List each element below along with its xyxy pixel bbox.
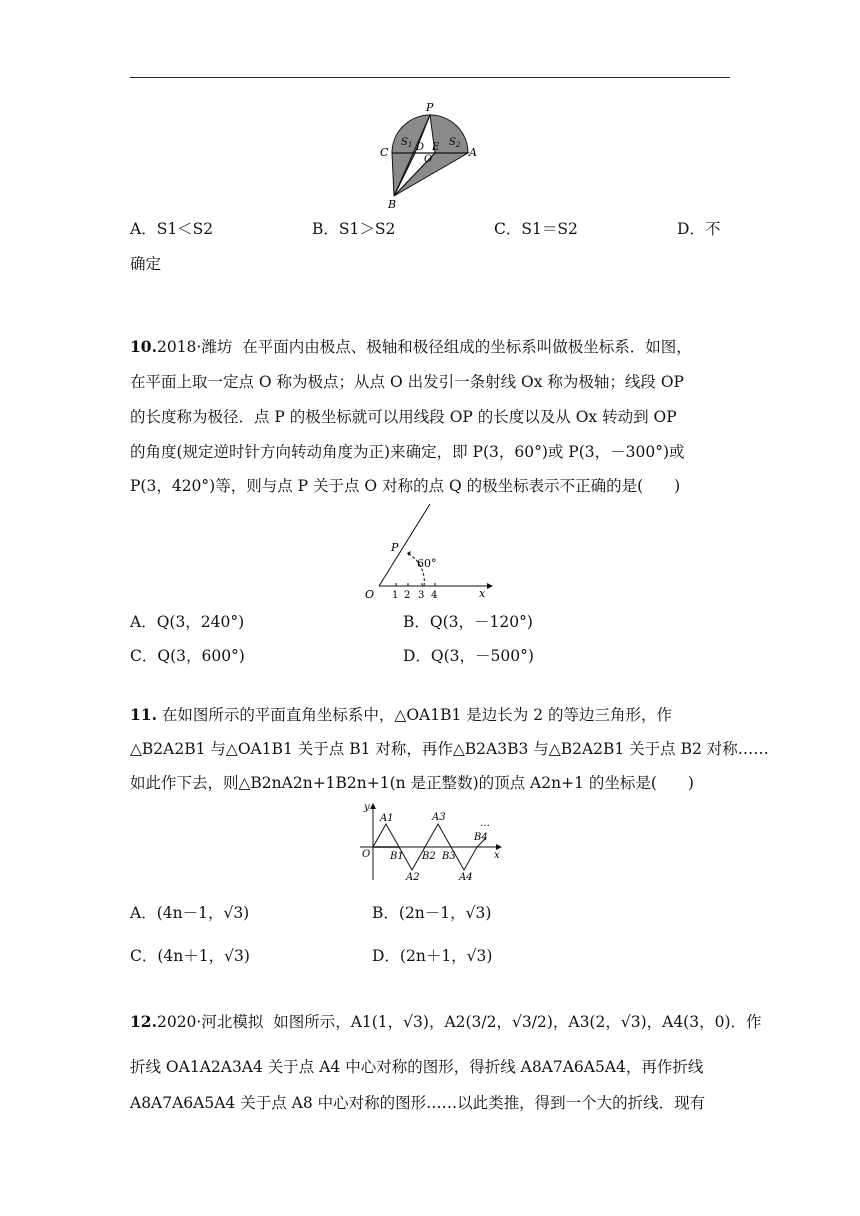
q10-option-d: D．Q(3，－500°) — [403, 647, 534, 665]
header-rule — [130, 77, 730, 78]
svg-text:P: P — [426, 101, 434, 114]
svg-text:1: 1 — [392, 590, 399, 601]
q12-line-3: A8A7A6A5A4 关于点 A8 中心对称的图形……以此类推，得到一个大的折线．现有 — [130, 1094, 706, 1112]
svg-text:B1: B1 — [390, 851, 404, 862]
q12-number: 12. — [130, 1012, 157, 1031]
q11-option-b: B．(2n－1，√3) — [372, 904, 492, 922]
q11-option-c: C．(4n＋1，√3) — [130, 947, 250, 965]
svg-text:x: x — [494, 850, 500, 861]
svg-text:C: C — [380, 146, 389, 159]
q11-option-d: D．(2n＋1，√3) — [372, 947, 493, 965]
q11-figure — [358, 800, 506, 882]
q9-option-b: B．S1＞S2 — [312, 220, 396, 238]
svg-text:S2: $S_2$ — [449, 137, 461, 149]
q9-figure — [375, 100, 485, 210]
q12-line-1: 12.2020·河北模拟 如图所示，A1(1，√3)，A2(3/2，√3/2)，A3(2，√3)，A4(3，0)．作 — [130, 1012, 762, 1031]
q10-figure — [362, 498, 497, 604]
svg-text:O: O — [365, 588, 375, 601]
svg-text:…: … — [480, 818, 490, 829]
q10-angle-label: 60° — [417, 557, 437, 570]
q10-option-c: C．Q(3，600°) — [130, 647, 245, 665]
q11-option-a: A．(4n－1，√3) — [130, 904, 250, 922]
q12-source: 2020·河北模拟 — [156, 1013, 264, 1031]
svg-text:A2: A2 — [406, 872, 420, 882]
svg-text:4: 4 — [431, 590, 438, 601]
svg-text:A: A — [469, 146, 477, 159]
svg-text:A3: A3 — [432, 812, 446, 823]
q10-source: 2018·潍坊 — [156, 338, 233, 356]
svg-text:A1: A1 — [380, 813, 394, 824]
svg-text:B2: B2 — [422, 851, 436, 862]
q11-line-1: 11. 在如图所示的平面直角坐标系中，△OA1B1 是边长为 2 的等边三角形，作 — [130, 705, 672, 724]
q11-number: 11. — [130, 705, 157, 724]
svg-text:B3: B3 — [442, 851, 456, 862]
svg-text:P: P — [391, 541, 399, 554]
svg-text:A4: A4 — [459, 872, 473, 882]
svg-text:y: y — [364, 802, 370, 813]
svg-text:S1: $S_1$ — [401, 137, 413, 149]
svg-text:x: x — [479, 587, 486, 600]
svg-text:3: 3 — [418, 590, 425, 601]
q10-option-a: A．Q(3，240°) — [130, 613, 245, 631]
q12-line-2: 折线 OA1A2A3A4 关于点 A4 中心对称的图形，得折线 A8A7A6A5A4，再作折线 — [130, 1058, 704, 1076]
q9-option-d: D．不 — [677, 220, 721, 238]
q11-line-3: 如此作下去，则△B2nA2n+1B2n+1(n 是正整数)的顶点 A2n+1 的坐标是( ) — [130, 774, 694, 792]
svg-text:E: E — [432, 142, 440, 153]
q9-option-d-cont: 确定 — [130, 255, 162, 273]
svg-text:B4: B4 — [474, 832, 488, 843]
q10-line-2: 在平面上取一定点 O 称为极点；从点 O 出发引一条射线 Ox 称为极轴；线段 OP — [130, 373, 684, 391]
q10-option-b: B．Q(3，－120°) — [403, 613, 533, 631]
svg-text:O: O — [362, 849, 371, 860]
svg-text:2: 2 — [404, 590, 411, 601]
svg-text:O: O — [424, 154, 433, 165]
svg-text:B: B — [388, 198, 397, 210]
q10-number: 10. — [130, 337, 157, 356]
q9-option-a: A．S1＜S2 — [130, 220, 214, 238]
q10-line-3: 的长度称为极径．点 P 的极坐标就可以用线段 OP 的长度以及从 Ox 转动到 OP — [130, 408, 677, 426]
q9-option-c: C．S1＝S2 — [494, 220, 578, 238]
q10-line-1: 10.2018·潍坊 在平面内由极点、极轴和极径组成的坐标系叫做极坐标系．如图， — [130, 337, 692, 356]
q10-line-5: P(3，420°)等，则与点 P 关于点 O 对称的点 Q 的极坐标表示不正确的是( ) — [130, 477, 681, 495]
q10-line-4: 的角度(规定逆时针方向转动角度为正)来确定，即 P(3，60°)或 P(3，－300°)或 — [130, 443, 685, 461]
svg-text:D: D — [416, 142, 425, 153]
q11-line-2: △B2A2B1 与△OA1B1 关于点 B1 对称，再作△B2A3B3 与△B2A2B1 关于点 B2 对称…… — [130, 740, 769, 758]
